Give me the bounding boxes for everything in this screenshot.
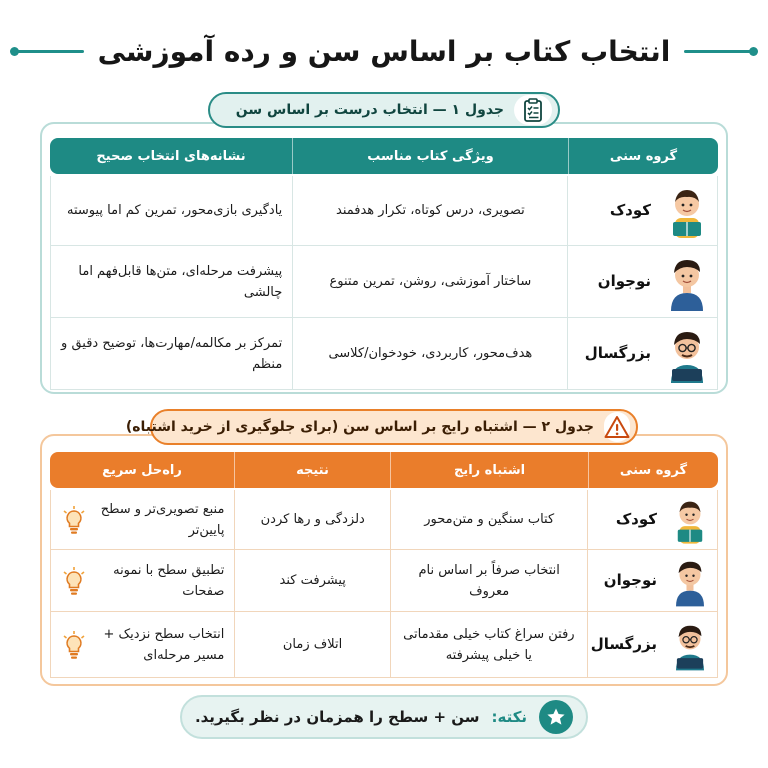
title-decoration-right — [684, 50, 754, 53]
group-cell — [587, 550, 717, 611]
feature-cell: ساختار آموزشی، روشن، تمرین متنوع — [292, 246, 567, 317]
fix-cell — [51, 490, 234, 549]
teen-avatar-icon — [669, 555, 711, 607]
warning-triangle-icon — [604, 412, 630, 442]
mistake-cell: کتاب سنگین و متن‌محور — [390, 490, 587, 549]
table2-tag-label: جدول ۲ — اشتباه رایج بر اساس سن (برای جلوگیری از خرید اشتباه) — [125, 419, 594, 435]
table-row — [50, 490, 718, 550]
child-reading-avatar-icon — [663, 182, 711, 240]
note-text: سن + سطح را همزمان در نظر بگیرید. — [194, 708, 480, 726]
table1-body — [50, 176, 718, 390]
page-title: انتخاب کتاب بر اساس سن و رده آموزشی — [97, 34, 671, 68]
result-cell: پیشرفت کند — [234, 550, 390, 611]
child-reading-avatar-icon — [669, 494, 711, 546]
group-label: بزرگسال — [590, 635, 657, 653]
fix-cell — [51, 612, 234, 677]
table-row — [50, 612, 718, 678]
group-label: نوجوان — [597, 272, 651, 290]
group-label: نوجوان — [603, 571, 657, 589]
feature-cell: هدف‌محور، کاربردی، خودخوان/کلاسی — [292, 318, 567, 389]
group-cell — [567, 246, 717, 317]
table1-tag — [208, 92, 560, 128]
table2-header-result: نتیجه — [234, 452, 390, 488]
group-label: کودک — [615, 510, 657, 528]
table2-header-mistake: اشتباه رایج — [390, 452, 588, 488]
note-key: نکته: — [491, 708, 528, 726]
signs-cell: پیشرفت مرحله‌ای، متن‌ها قابل‌فهم اما چالشی — [78, 263, 283, 300]
title-decoration-left — [14, 50, 84, 53]
fix-text: انتخاب سطح نزدیک + مسیر مرحله‌ای — [103, 626, 225, 663]
table1-header-group: گروه سنی — [568, 138, 718, 174]
lightbulb-icon — [61, 505, 87, 535]
feature-cell: تصویری، درس کوتاه، تکرار هدفمند — [292, 176, 567, 245]
mistake-cell: رفتن سراغ کتاب خیلی مقدماتی یا خیلی پیشرفته — [390, 612, 587, 677]
table2-header-fix: راه‌حل سریع — [102, 462, 182, 478]
table-row — [50, 246, 718, 318]
group-cell — [587, 612, 717, 677]
table1-tag-label: جدول ۱ — انتخاب درست بر اساس سن — [235, 102, 504, 118]
group-cell — [567, 318, 717, 389]
group-cell — [567, 176, 717, 245]
fix-text: تطبیق سطح با نمونه صفحات — [113, 562, 225, 599]
adult-reading-avatar-icon — [663, 325, 711, 383]
lightbulb-icon — [61, 566, 87, 596]
table2-header — [50, 452, 718, 488]
group-label: بزرگسال — [584, 344, 651, 362]
group-label: کودک — [609, 201, 651, 219]
fix-text: منبع تصویری‌تر و سطح پایین‌تر — [100, 501, 225, 538]
table1-header — [50, 138, 718, 174]
signs-cell: یادگیری بازی‌محور، تمرین کم اما پیوسته — [66, 203, 283, 218]
table2-header-group: گروه سنی — [588, 452, 718, 488]
table-row — [50, 318, 718, 390]
star-icon — [539, 700, 573, 734]
table-row — [50, 176, 718, 246]
tip-note — [180, 695, 588, 739]
teen-avatar-icon — [663, 253, 711, 311]
group-cell — [587, 490, 717, 549]
table2-body — [50, 490, 718, 678]
title-row — [0, 26, 768, 76]
adult-reading-avatar-icon — [669, 619, 711, 671]
fix-cell — [51, 550, 234, 611]
table1-header-feature: ویژگی کتاب مناسب — [292, 138, 568, 174]
clipboard-checklist-icon — [514, 95, 552, 125]
lightbulb-icon — [61, 630, 87, 660]
result-cell: دلزدگی و رها کردن — [234, 490, 390, 549]
table2-tag — [125, 409, 638, 445]
result-cell: اتلاف زمان — [234, 612, 389, 677]
table1-header-signs: نشانه‌های انتخاب صحیح — [96, 148, 246, 164]
table-row — [50, 550, 718, 612]
mistake-cell: انتخاب صرفاً بر اساس نام معروف — [390, 550, 587, 611]
signs-cell: تمرکز بر مکالمه/مهارت‌ها، توضیح دقیق و منظم — [61, 335, 283, 372]
